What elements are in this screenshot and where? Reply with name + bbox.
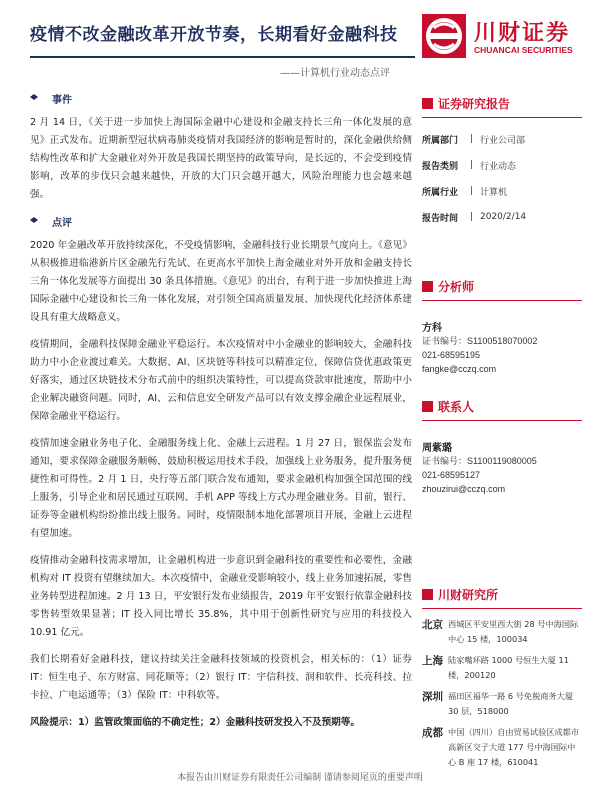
address-text: 西城区平安里西大街 28 号中海国际中心 15 楼，100034 — [448, 619, 579, 644]
sidebar-heading-contact — [422, 398, 582, 416]
logo-mark-icon — [422, 14, 466, 58]
section-heading-event — [30, 90, 412, 106]
header-divider — [30, 56, 415, 58]
comment-paragraph: 2020 年金融改革开放持续深化，不受疫情影响，金融科技行业长期景气度向上。《意见》从积极推进临港新片区金融先行先试、在更高水平加快上海金融业对外开放和金融支持长三角一体化发展等方面提出 30 条具体措施。《意见》的出台，有利于进一步加快推进上海国际金融中心建设和长三角一体化发展，对引领全国高质量发展、加快现代化经济体系建设具有重大战略意义。 — [30, 240, 412, 323]
address-row — [422, 653, 582, 683]
logo-text-en: CHUANCAI SECURITIES — [474, 45, 573, 55]
address-city: 北京 — [422, 619, 443, 631]
comment-paragraph: 疫情期间，金融科技保障金融业平稳运行。本次疫情对中小金融业的影响较大，金融科技助力中小企业渡过难关。大数据、AI、区块链等科技可以精准定位，保障信贷优惠政策更好落实，通过区块链技术分布式前中的组织决策特性，可以提高贷款审批速度，帮助中小企业解决融资问题。同时，AI、云和信息安全研发产品可以有效支撑金融企业远程展业，保障金融业平稳运行。 — [30, 339, 412, 422]
info-value: 计算机 — [480, 187, 508, 198]
event-paragraph: 2 月 14 日，《关于进一步加快上海国际金融中心建设和金融支持长三角一体化发展的意见》正式发布。近期新型冠状病毒肺炎疫情对我国经济的影响是暂时的，深化金融供给侧结构性改革和扩大金融业对外开放是我国长期坚持的政策导向，是长远的，不会受到疫情影响，改革的步伐只会越来越快，开放的大门只会越开越大，风险治理能力也会越来越强。 — [30, 117, 412, 200]
square-bullet-icon — [422, 281, 433, 292]
address-city: 上海 — [422, 655, 443, 667]
comment-paragraph: 疫情加速金融业务电子化、金融服务线上化、金融上云进程。1 月 27 日，银保监会发布通知，要求保障金融服务顺畅，鼓励积极运用技术手段，加强线上业务服务，提升服务便捷性和可得性。2 月 1 日，央行等五部门联合发布通知，要求金融机构加强全国范围的线上服务，引导企业和居民通过互联网、手机 APP 等线上方式办理金融业务。目前，银行、证券等金融机构纷纷推出线上服务。同时，疫情限制本地化部署项目开展，金融上云进程有望加速。 — [30, 438, 412, 539]
sidebar-heading-company — [422, 586, 582, 604]
analyst-phone: 021-68595195 — [422, 350, 481, 360]
address-text: 陆家嘴环路 1000 号恒生大厦 11 楼，200120 — [448, 655, 569, 680]
bullet-diamond-icon — [30, 217, 38, 223]
contact-phone: 021-68595127 — [422, 470, 481, 480]
address-row — [422, 617, 582, 647]
address-row — [422, 725, 582, 770]
address-city: 成都 — [422, 727, 443, 739]
logo-text-cn: 川财证券 — [474, 21, 571, 46]
info-key: 报告时间 — [422, 213, 459, 224]
square-bullet-icon — [422, 401, 433, 412]
section-label: 事件 — [52, 95, 72, 106]
info-row: 报告时间 | 2020/2/14 — [422, 212, 527, 224]
info-key: 所属行业 — [422, 187, 459, 198]
address-row — [422, 689, 582, 719]
address-text: 中国（四川）自由贸易试验区成都市高新区交子大道 177 号中海国际中心 B 座 17 楼，610041 — [448, 727, 580, 767]
risk-warning: 风险提示：1）监管政策面临的不确定性；2）金融科技研发投入不及预期等。 — [30, 717, 360, 728]
sidebar-divider — [422, 117, 582, 118]
sidebar-divider — [422, 300, 582, 301]
info-key: 所属部门 — [422, 135, 459, 146]
main-content — [30, 90, 412, 741]
bullet-diamond-icon — [30, 94, 38, 100]
comment-paragraph: 疫情推动金融科技需求增加，让金融机构进一步意识到金融科技的重要性和必要性，金融机构对 IT 投资有望继续加大。本次疫情中，金融业受影响较小，线上业务加速拓展，零售业务转型进程加速。2 月 13 日，平安银行发布业绩报告，2019 年平安银行依靠金融科技零售转型效果显著；IT 投入同比增长 35.8%，其中用于创新性研究与应用的科技投入 10.91 亿元。 — [30, 555, 412, 638]
info-value: 2020/2/14 — [480, 212, 527, 222]
info-value: 行业公司部 — [480, 135, 526, 146]
analyst-email[interactable]: fangke@cczq.com — [422, 364, 497, 374]
sidebar-divider — [422, 608, 582, 609]
info-row: 报告类别 | 行业动态 — [422, 160, 517, 172]
square-bullet-icon — [422, 98, 433, 109]
sidebar-heading-label: 证券研究报告 — [438, 97, 511, 111]
contact-name: 周紫璐 — [422, 443, 452, 454]
section-label: 点评 — [52, 218, 72, 229]
page-footer: 本报告由川财证券有限责任公司编制 谨请参阅尾页的重要声明 — [177, 773, 423, 783]
square-bullet-icon — [422, 589, 433, 600]
sidebar-divider — [422, 420, 582, 421]
analyst-cert: 证书编号：S1100518070002 — [422, 336, 538, 346]
comment-paragraph: 我们长期看好金融科技，建议持续关注金融科技领域的投资机会，相关标的：（1）证券 IT：恒生电子、东方财富、同花顺等；（2）银行 IT：宇信科技、润和软件、长亮科技、拉卡拉、广电运通等；（3）保险 IT：中科软等。 — [30, 654, 412, 701]
sidebar-heading-label: 联系人 — [438, 400, 475, 414]
address-text: 福田区福华一路 6 号免税商务大厦 30 层，518000 — [448, 691, 574, 716]
report-subtitle: ——计算机行业动态点评 — [280, 68, 390, 79]
section-heading-comment — [30, 213, 412, 229]
info-row: 所属部门 | 行业公司部 — [422, 134, 526, 146]
sidebar-heading-label: 川财研究所 — [438, 588, 499, 602]
sidebar-heading-analyst — [422, 278, 582, 296]
sidebar-heading-label: 分析师 — [438, 280, 475, 294]
sidebar-heading-report — [422, 95, 582, 113]
address-city: 深圳 — [422, 691, 443, 703]
contact-email[interactable]: zhouzirui@cczq.com — [422, 484, 506, 494]
analyst-name: 方科 — [422, 323, 442, 334]
sidebar — [422, 95, 582, 776]
info-row: 所属行业 | 计算机 — [422, 186, 508, 198]
info-value: 行业动态 — [480, 161, 517, 172]
contact-cert: 证书编号：S1100119080005 — [422, 456, 537, 466]
company-logo — [422, 14, 582, 58]
report-title: 疫情不改金融改革开放节奏，长期看好金融科技 — [30, 25, 398, 45]
info-key: 报告类别 — [422, 161, 459, 172]
